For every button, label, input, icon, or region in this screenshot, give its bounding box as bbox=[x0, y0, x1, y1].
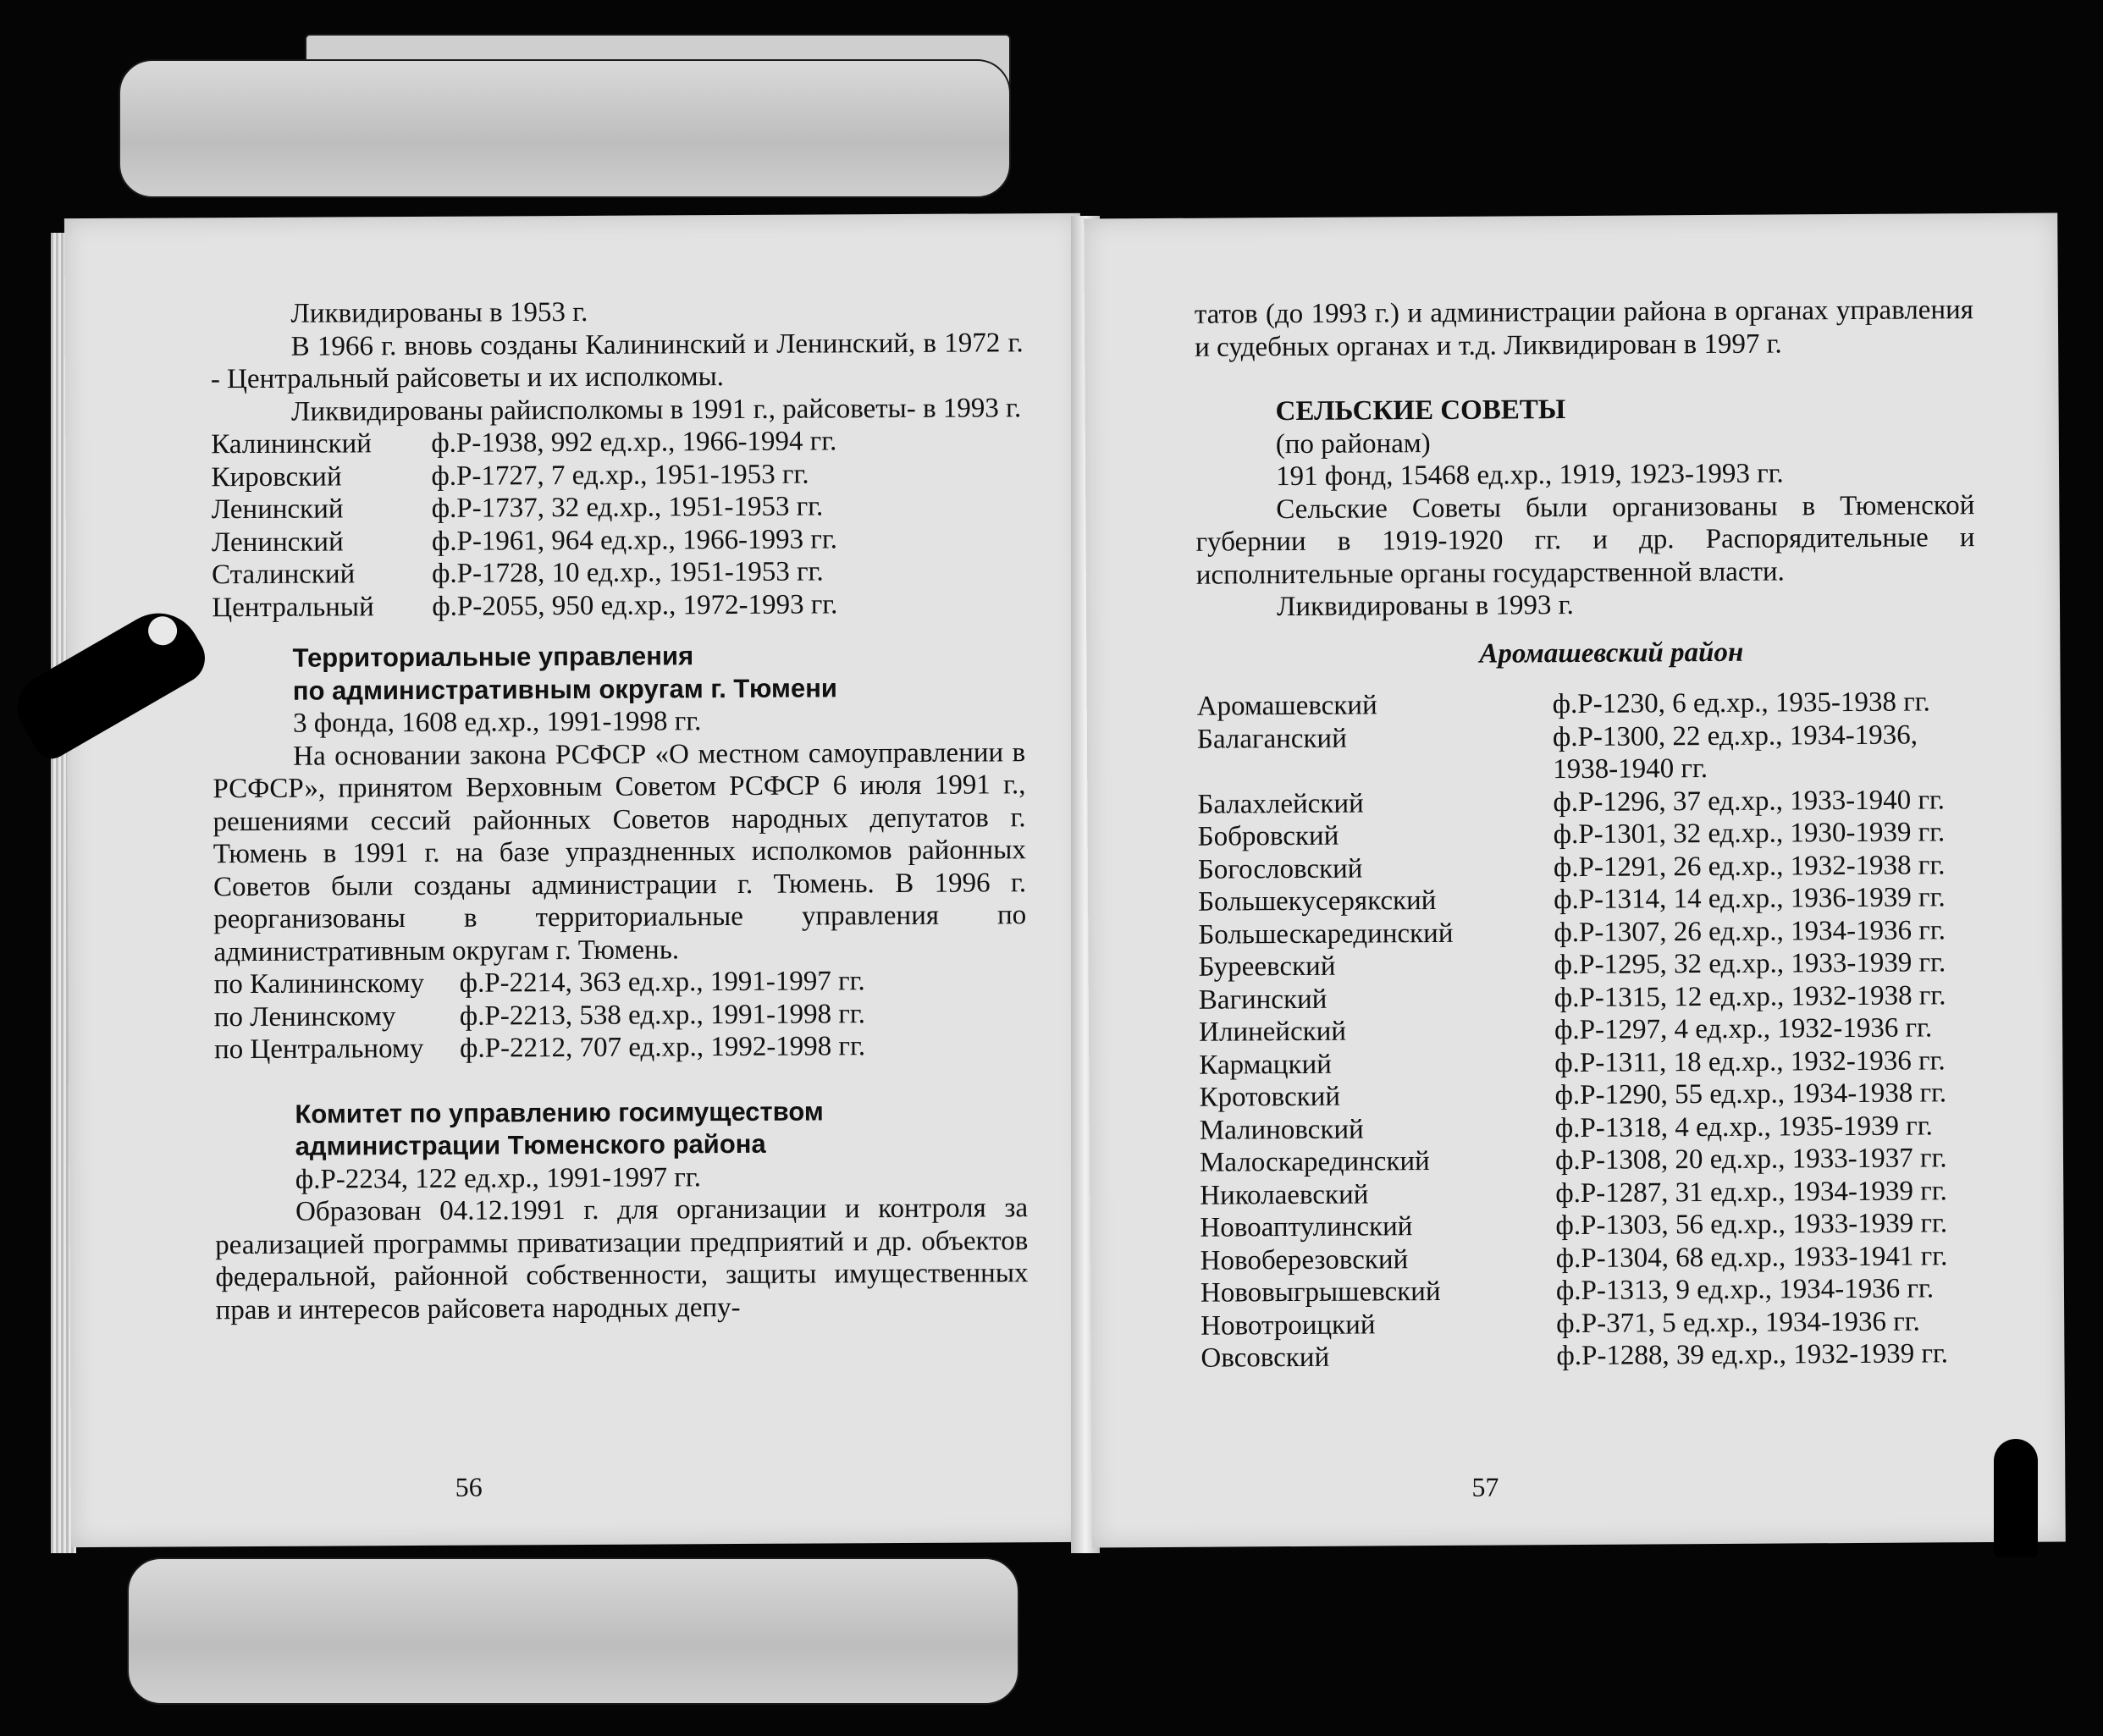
foam-block-bottom bbox=[127, 1557, 1019, 1705]
section-summary: 191 фонд, 15468 ед.хр., 1919, 1923-1993 гг. bbox=[1275, 458, 1784, 493]
list-item-ref: ф.Р-1938, 992 ед.хр., 1966-1994 гг. bbox=[431, 426, 837, 459]
list-item-ref: ф.Р-1295, 32 ед.хр., 1933-1939 гг. bbox=[1554, 947, 1946, 981]
terr-list bbox=[214, 964, 1028, 1066]
list-item-name: Бобровский bbox=[1197, 820, 1339, 852]
list-item-ref: ф.Р-1961, 964 ед.хр., 1966-1993 гг. bbox=[431, 523, 838, 557]
committee-paragraph: Образован 04.12.1991 г. для организации и контроля за реализацией программы приватизации предприятий и др. объектов федеральной, районной собственности, защиты имущественных прав и интересов райсовета народных депу- bbox=[215, 1193, 1029, 1325]
terr-paragraph: На основании закона РСФСР «О местном самоуправлении в РСФСР», принятом Верховным Советом РСФСР 6 июля 1991 г., решениями сессий районных Советов народных депутатов г. Тюмень в 1991 г. на базе упраздненных исполкомов районных Советов были созданы администрации г. Тюмень. В 1996 г. реорганизованы в территориальные управления по административным округам г. Тюмень. bbox=[213, 736, 1027, 967]
list-item bbox=[1198, 849, 1977, 886]
committee-heading-line-2: администрации Тюменского района bbox=[295, 1128, 766, 1161]
list-item bbox=[1200, 1142, 1979, 1179]
list-item-name: Сталинский bbox=[212, 559, 356, 591]
list-item-name: Нововыгрышевский bbox=[1200, 1276, 1441, 1309]
list-item-name: Новотроицкий bbox=[1201, 1309, 1376, 1342]
list-item bbox=[214, 997, 1027, 1034]
list-item-name: Ленинский bbox=[211, 493, 344, 526]
list-item bbox=[1199, 1044, 1978, 1082]
terr-heading-line-1: Территориальные управления bbox=[292, 641, 694, 673]
list-item-ref: ф.Р-1728, 10 ед.хр., 1951-1953 гг. bbox=[432, 556, 824, 589]
list-item-ref-line-2: 1938-1940 гг. bbox=[1553, 753, 1708, 785]
district-heading: Аромашевский район bbox=[1479, 637, 1744, 670]
right-page-content bbox=[1195, 294, 1980, 1375]
list-item bbox=[1197, 719, 1976, 789]
list-item-ref: ф.Р-1307, 26 ед.хр., 1934-1936 гг. bbox=[1554, 914, 1946, 948]
list-item-ref: ф.Р-1314, 14 ед.хр., 1936-1939 гг. bbox=[1554, 882, 1946, 916]
list-item-ref: ф.Р-2055, 950 ед.хр., 1972-1993 гг. bbox=[432, 588, 838, 622]
left-page-content bbox=[210, 294, 1028, 1326]
terr-heading-line-2: по административным округам г. Тюмени bbox=[292, 672, 838, 706]
page-clip-right bbox=[1994, 1439, 2038, 1557]
list-item-ref: ф.Р-1297, 4 ед.хр., 1932-1936 гг. bbox=[1554, 1012, 1933, 1046]
list-item-ref: ф.Р-2214, 363 ед.хр., 1991-1997 гг. bbox=[459, 966, 865, 999]
list-item bbox=[1199, 1077, 1978, 1114]
list-item-ref: ф.Р-1303, 56 ед.хр., 1933-1939 гг. bbox=[1555, 1208, 1948, 1242]
list-item-name: по Ленинскому bbox=[213, 1000, 396, 1033]
list-item bbox=[214, 964, 1027, 1001]
list-item bbox=[1198, 816, 1977, 853]
list-item bbox=[212, 587, 1024, 625]
list-item-ref: ф.Р-1304, 68 ед.хр., 1933-1941 гг. bbox=[1555, 1240, 1948, 1274]
list-item-name: Большекусерякский bbox=[1198, 885, 1437, 918]
list-item-ref-line-1: ф.Р-1300, 22 ед.хр., 1934-1936, bbox=[1552, 719, 1918, 752]
section-paragraph: Сельские Советы были организованы в Тюменской губернии в 1919-1920 гг. и др. Распорядительные и исполнительные органы государственной власти. bbox=[1195, 489, 1975, 591]
section-subtitle: (по районам) bbox=[1275, 427, 1431, 460]
list-item-name: по Калининскому bbox=[213, 967, 425, 1000]
list-item-ref: ф.Р-2212, 707 ед.хр., 1992-1998 гг. bbox=[459, 1031, 866, 1064]
list-item-name: Балаганский bbox=[1196, 723, 1347, 755]
list-item-name: Новоаптулинский bbox=[1200, 1211, 1413, 1243]
list-item bbox=[1200, 1110, 1979, 1147]
page-number: 56 bbox=[455, 1471, 483, 1502]
list-item bbox=[1200, 1175, 1979, 1212]
list-item-name: Илинейский bbox=[1198, 1016, 1347, 1048]
village-council-list bbox=[1197, 686, 1980, 1375]
continuation-paragraph: татов (до 1993 г.) и администрации района в органах управления и судебных органах и т.д. Ликвидирован в 1997 г. bbox=[1194, 295, 1974, 363]
page-number: 57 bbox=[1471, 1471, 1499, 1502]
list-item-ref: ф.Р-1301, 32 ед.хр., 1930-1939 гг. bbox=[1553, 817, 1946, 851]
list-item bbox=[214, 1029, 1027, 1066]
list-item bbox=[1197, 784, 1976, 821]
terr-summary: 3 фонда, 1608 ед.хр., 1991-1998 гг. bbox=[292, 706, 702, 739]
foam-block-top bbox=[119, 59, 1011, 198]
list-item-ref: ф.Р-1290, 55 ед.хр., 1934-1938 гг. bbox=[1554, 1077, 1947, 1111]
list-item bbox=[212, 489, 1024, 526]
list-item bbox=[1201, 1305, 1979, 1342]
list-item-name: Вагинский bbox=[1198, 984, 1327, 1016]
list-item-ref: ф.Р-1291, 26 ед.хр., 1932-1938 гг. bbox=[1553, 849, 1946, 883]
list-item-ref: ф.Р-1315, 12 ед.хр., 1932-1938 гг. bbox=[1554, 979, 1946, 1013]
list-item-ref: ф.Р-1313, 9 ед.хр., 1934-1936 гг. bbox=[1555, 1273, 1935, 1307]
list-item bbox=[1199, 946, 1978, 984]
committee-heading-line-1: Комитет по управлению госимуществом bbox=[295, 1095, 824, 1129]
list-item bbox=[211, 424, 1024, 461]
committee-ref: ф.Р-2234, 122 ед.хр., 1991-1997 гг. bbox=[295, 1161, 702, 1195]
list-item bbox=[1198, 914, 1977, 951]
list-item-name: Центральный bbox=[212, 591, 374, 623]
list-item-ref: ф.Р-1287, 31 ед.хр., 1934-1939 гг. bbox=[1555, 1175, 1947, 1209]
list-item bbox=[211, 457, 1024, 494]
list-item bbox=[212, 522, 1024, 559]
list-item-name: Новоберезовский bbox=[1200, 1243, 1409, 1276]
list-item-ref: ф.Р-1311, 18 ед.хр., 1932-1936 гг. bbox=[1554, 1044, 1946, 1078]
list-item bbox=[1201, 1272, 1979, 1309]
list-item-ref: ф.Р-1308, 20 ед.хр., 1933-1937 гг. bbox=[1554, 1143, 1947, 1177]
list-item-name: Кармацкий bbox=[1199, 1049, 1332, 1081]
list-item-name: Балахлейский bbox=[1197, 788, 1364, 820]
list-item-ref: ф.Р-371, 5 ед.хр., 1934-1936 гг. bbox=[1556, 1306, 1920, 1339]
list-item-name: по Центральному bbox=[213, 1033, 424, 1066]
list-item-name: Кротовский bbox=[1199, 1081, 1341, 1113]
list-item-ref: ф.Р-1288, 39 ед.хр., 1932-1939 гг. bbox=[1556, 1338, 1949, 1372]
list-item-name: Малоскарединский bbox=[1199, 1146, 1430, 1178]
list-item-ref: ф.Р-1727, 7 ед.хр., 1951-1953 гг. bbox=[431, 459, 809, 492]
list-item bbox=[1200, 1207, 1979, 1244]
list-item-name: Калининский bbox=[211, 428, 373, 460]
list-item bbox=[1198, 881, 1977, 918]
list-item-ref: ф.Р-1230, 6 ед.хр., 1935-1938 гг. bbox=[1552, 686, 1930, 720]
list-item-name: Овсовский bbox=[1201, 1342, 1330, 1374]
list-item bbox=[212, 554, 1024, 592]
open-book bbox=[34, 216, 2083, 1562]
list-item-name: Большескарединский bbox=[1198, 918, 1454, 951]
list-item bbox=[1201, 1240, 1979, 1277]
list-item bbox=[1201, 1337, 1979, 1375]
list-item-name: Богословский bbox=[1197, 853, 1363, 885]
list-item-ref: ф.Р-1296, 37 ед.хр., 1933-1940 гг. bbox=[1553, 784, 1946, 818]
liquidated-1953: Ликвидированы в 1953 г. bbox=[290, 296, 588, 329]
list-item-name: Кировский bbox=[211, 460, 342, 493]
list-item-ref: ф.Р-2213, 538 ед.хр., 1991-1998 гг. bbox=[459, 998, 866, 1032]
right-page bbox=[1084, 213, 2066, 1548]
recreated-paragraph: В 1966 г. вновь созданы Калининский и Ленинский, в 1972 г. - Центральный райсоветы и их исполкомы. bbox=[210, 327, 1024, 395]
list-item-ref: ф.Р-1318, 4 ед.хр., 1935-1939 гг. bbox=[1554, 1110, 1933, 1144]
list-item-name: Буреевский bbox=[1198, 951, 1336, 983]
liquidated-1991-paragraph: Ликвидированы райисполкомы в 1991 г., райсоветы- в 1993 г. bbox=[291, 392, 1022, 427]
list-item-name: Ленинский bbox=[211, 526, 344, 558]
list-item-ref bbox=[1553, 719, 1976, 786]
list-item bbox=[1199, 979, 1978, 1017]
list-item bbox=[1199, 1011, 1978, 1049]
list-item bbox=[1197, 686, 1976, 723]
section-title: СЕЛЬСКИЕ СОВЕТЫ bbox=[1275, 394, 1566, 427]
section-liquidated: Ликвидированы в 1993 г. bbox=[1276, 590, 1574, 623]
list-item-ref: ф.Р-1737, 32 ед.хр., 1951-1953 гг. bbox=[431, 491, 824, 524]
left-page bbox=[64, 213, 1087, 1547]
list-item-name: Аромашевский bbox=[1196, 690, 1377, 722]
list-item-name: Николаевский bbox=[1200, 1178, 1369, 1211]
district-council-list bbox=[211, 424, 1024, 624]
list-item-name: Малиновский bbox=[1199, 1114, 1364, 1146]
